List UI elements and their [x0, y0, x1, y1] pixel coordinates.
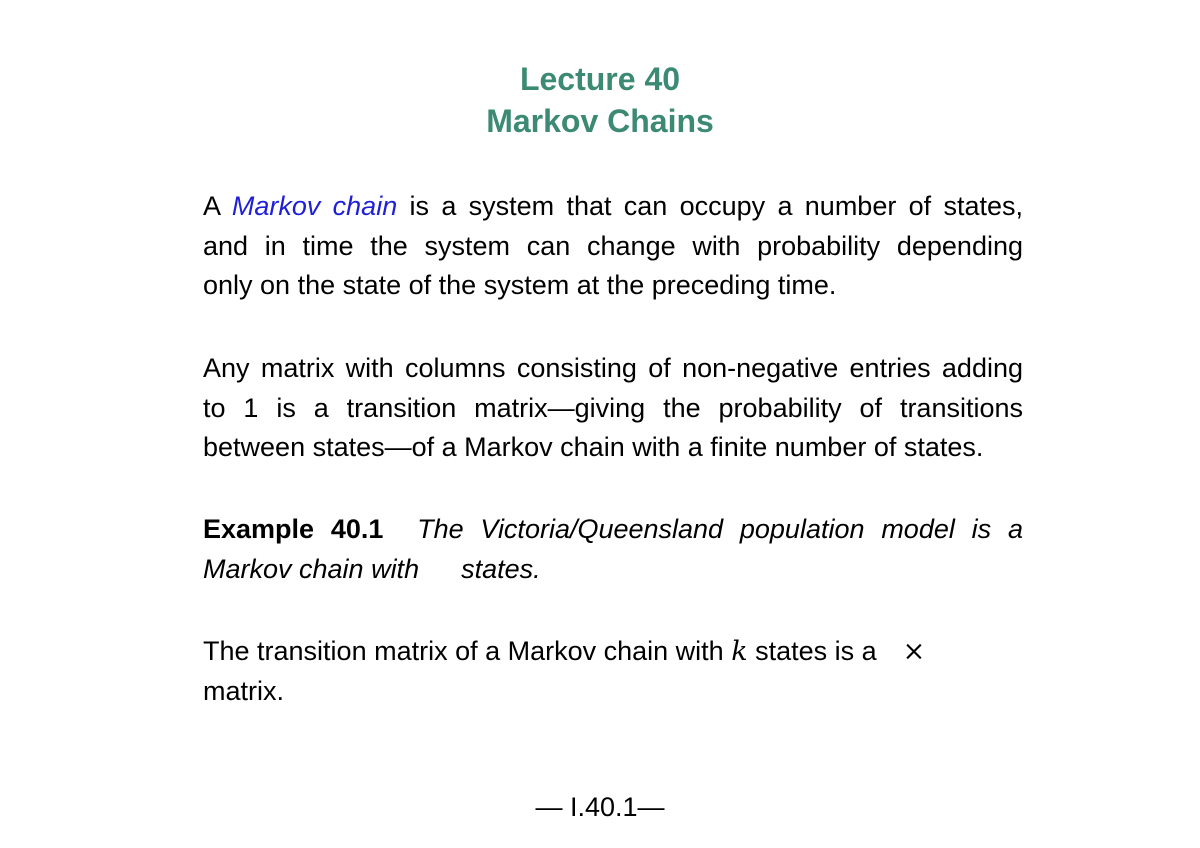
- example-line-2-end: states.: [461, 553, 541, 584]
- definition-line-2: and in time the system can change with probability depending: [203, 230, 1023, 261]
- transition-line-2: to 1 is a transition matrix—giving the probability of transitions: [203, 392, 1023, 423]
- statement-line-1: [203, 632, 1023, 672]
- definition-line-1-rest: is a system that can occupy a number of states,: [409, 191, 1023, 221]
- example-line-2-start: Markov chain with: [203, 553, 420, 584]
- transition-matrix-size-statement: [203, 632, 1023, 711]
- lecture-number: Lecture 40: [519, 61, 681, 97]
- lecture-title: [0, 58, 1200, 142]
- definition-line-1: [203, 187, 1023, 227]
- statement-line-2: matrix.: [203, 675, 284, 706]
- transition-line-3: between states—of a Markov chain with a finite number of states.: [203, 432, 984, 462]
- transition-line-1: Any matrix with columns consisting of non-negative entries adding: [203, 353, 1023, 383]
- example-40-1: [203, 510, 1023, 589]
- page-footer: — I.40.1—: [535, 792, 665, 822]
- statement-after-k: states is a: [755, 636, 877, 666]
- definition-line-3: only on the state of the system at the preceding time.: [203, 270, 837, 300]
- transition-matrix-paragraph: [203, 349, 1023, 468]
- example-line-2: [203, 550, 1023, 590]
- lecture-topic: Markov Chains: [486, 103, 714, 139]
- example-text: The Victoria/Queensland population model is a: [417, 514, 1023, 544]
- definition-lead: A: [203, 191, 220, 221]
- example-label: Example 40.1: [203, 514, 384, 544]
- statement-before-k: The transition matrix of a Markov chain with: [203, 636, 724, 666]
- markov-chain-definition: [203, 187, 1023, 306]
- k-variable: k: [731, 636, 748, 667]
- markov-chain-term: Markov chain: [231, 191, 398, 221]
- example-line-1: [203, 510, 1023, 550]
- times-symbol: ×: [902, 636, 926, 667]
